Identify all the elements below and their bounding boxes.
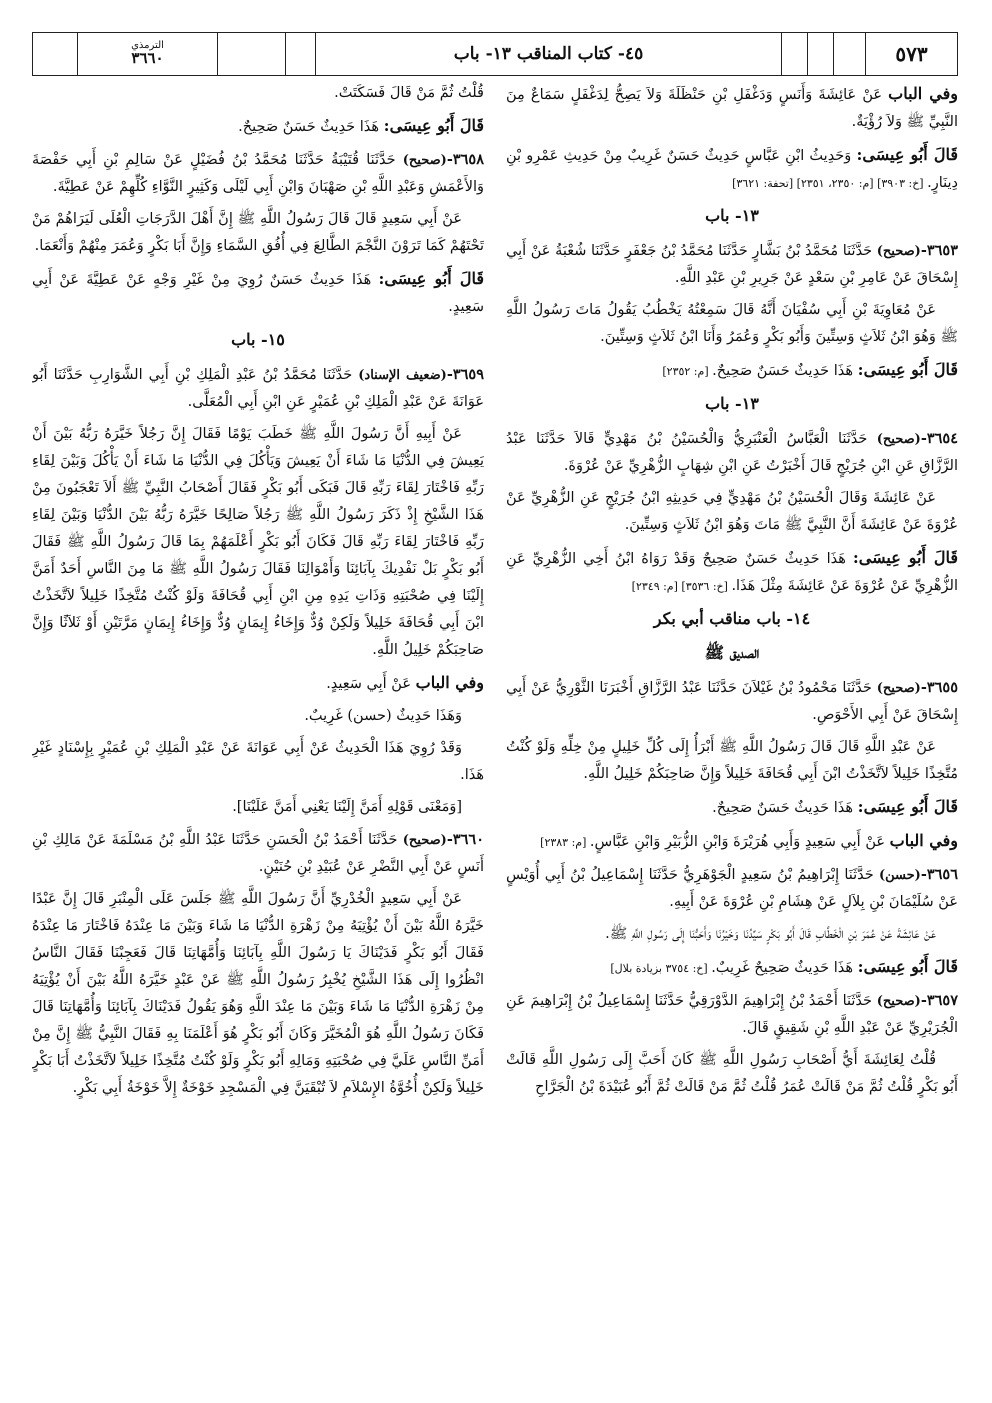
- lead-phrase: وفي الباب: [415, 673, 484, 692]
- text-paragraph: [506, 141, 958, 197]
- text-paragraph: [32, 669, 484, 698]
- hadith-number: ٣٦٥٧: [926, 992, 958, 1009]
- hadith-grade: (صحيح): [876, 244, 921, 259]
- text-paragraph: [506, 987, 958, 1042]
- hadith-grade: (صحيح): [402, 153, 447, 168]
- paragraph-text: عَنْ أَبِي سَعِيدٍ وَأَبِي هُرَيْرَةَ وَابْنِ الزُّبَيْرِ وَابْنِ عَبَّاسٍ.: [589, 834, 890, 850]
- text-paragraph: [506, 297, 958, 351]
- hadith-number: ٣٦٥٤: [926, 430, 958, 447]
- text-paragraph: [506, 237, 958, 292]
- text-paragraph: [506, 827, 958, 856]
- paragraph-text: هَذَا حَدِيثٌ حَسَنٌ رُوِيَ مِنْ غَيْرِ وَجْهٍ عَنْ عَطِيَّةَ عَنْ أَبِي سَعِيدٍ.: [32, 272, 484, 315]
- text-paragraph: [32, 146, 484, 201]
- paragraph-text: وَهَذَا حَدِيثٌ (حسن) غَرِيبٌ.: [304, 708, 462, 724]
- hadith-dash: -: [920, 430, 927, 447]
- hadith-dash: -: [920, 866, 927, 883]
- paragraph-text: حَدَّثَنَا أَحْمَدُ بْنُ الْحَسَنِ حَدَّثَنَا عَبْدُ اللَّهِ بْنُ مَسْلَمَةَ عَنْ مَالِكِ بْنِ أَنَسٍ عَنْ أَبِي النَّضْرِ عَنْ عُبَيْدِ بْنِ حُنَيْنٍ.: [32, 832, 484, 875]
- text-paragraph: [506, 485, 958, 539]
- text-paragraph: [506, 734, 958, 788]
- lead-phrase: قَالَ أَبُو عِيسَى:: [856, 145, 958, 164]
- paragraph-text: عَنْ عَائِشَةَ وَأَنَسٍ وَدَغْفَلِ بْنِ حَنْظَلَةَ وَلاَ يَصِحُّ لِدَغْفَلٍ سَمَاعٌ مِنَ النَّبِيِّ ﷺ وَلاَ رُؤْيَةٌ.: [506, 87, 958, 130]
- text-paragraph: [506, 1047, 958, 1101]
- section-heading: ١٣- باب: [705, 394, 759, 413]
- header-cell: [807, 33, 833, 75]
- hadith-number: ٣٦٥٥: [926, 679, 958, 696]
- text-paragraph: [32, 421, 484, 664]
- paragraph-text: حَدَّثَنَا مَحْمُودُ بْنُ غَيْلاَنَ حَدَّثَنَا عَبْدُ الرَّزَّاقِ أَخْبَرَنَا الثَّوْرِيُّ عَنْ أَبِي إِسْحَاقَ عَنْ أَبِي الأَحْوَصِ.: [506, 680, 958, 723]
- right-column: [506, 80, 958, 1370]
- lead-phrase: وفي الباب: [889, 831, 958, 850]
- section-subheading: الصديق ﷺ: [704, 643, 760, 662]
- header-cell: [285, 33, 315, 75]
- hadith-grade: (ضعيف الإسناد): [358, 368, 447, 383]
- paragraph-text: عَنْ أَبِي سَعِيدٍ الْخُدْرِيِّ أَنَّ رَسُولَ اللَّهِ ﷺ جَلَسَ عَلَى الْمِنْبَرِ قَالَ إِنَّ عَبْدًا خَيَّرَهُ اللَّهُ بَيْنَ أَنْ يُؤْتِيَهُ مِنْ زَهْرَةِ الدُّنْيَا مَا شَاءَ وَبَيْنَ مَا عِنْدَهُ فَاخْتَارَ مَا عِنْدَهُ فَقَالَ أَبُو بَكْرٍ فَدَيْنَاكَ يَا رَسُولَ اللَّهِ بِآبَائِنَا وَأُمَّهَاتِنَا قَالَ فَعَجِبْنَا فَقَالَ النَّاسُ انْظُرُوا إِلَى هَذَا الشَّيْخِ يُخْبِرُ رَسُولُ اللَّهِ ﷺ عَنْ عَبْدٍ خَيَّرَهُ اللَّهُ بَيْنَ أَنْ يُؤْتِيَهُ مِنْ زَهْرَةِ الدُّنْيَا مَا شَاءَ وَبَيْنَ مَا عِنْدَ اللَّهِ وَهُوَ يَقُولُ فَدَيْنَاكَ بِآبَائِنَا وَأُمَّهَاتِنَا قَالَ فَكَانَ رَسُولُ اللَّهِ هُوَ الْمُخَيَّرَ وَكَانَ أَبُو بَكْرٍ هُوَ أَعْلَمَنَا بِهِ فَقَالَ النَّبِيُّ ﷺ إِنَّ مِنْ أَمَنِّ النَّاسِ عَلَيَّ فِي صُحْبَتِهِ وَمَالِهِ أَبُو بَكْرٍ وَلَوْ كُنْتُ مُتَّخِذًا خَلِيلاً لاَتَّخَذْتُ أَبَا بَكْرٍ خَلِيلاً وَلَكِنْ أُخُوَّةُ الإِسْلاَمِ لاَ تُبْقَيَنَّ فِي الْمَسْجِدِ خَوْخَةٌ إِلاَّ خَوْخَةُ أَبِي بَكْرٍ.: [32, 891, 484, 1096]
- lead-phrase: قَالَ أَبُو عِيسَى:: [852, 548, 958, 567]
- paragraph-text: عَنْ أَبِيهِ أَنَّ رَسُولَ اللَّهِ ﷺ خَطَبَ يَوْمًا فَقَالَ إِنَّ رَجُلاً خَيَّرَهُ رَبُّهُ بَيْنَ أَنْ يَعِيشَ فِي الدُّنْيَا مَا شَاءَ أَنْ يَعِيشَ وَيَأْكُلَ فِي الدُّنْيَا مَا شَاءَ أَنْ يَأْكُلَ وَبَيْنَ لِقَاءِ رَبِّهِ فَاخْتَارَ لِقَاءَ رَبِّهِ قَالَ فَبَكَى أَبُو بَكْرٍ فَقَالَ أَصْحَابُ النَّبِيِّ ﷺ أَلاَ تَعْجَبُونَ مِنْ هَذَا الشَّيْخِ إِذْ ذَكَرَ رَسُولُ اللَّهِ ﷺ رَجُلاً صَالِحًا خَيَّرَهُ رَبُّهُ بَيْنَ الدُّنْيَا وَبَيْنَ لِقَاءِ رَبِّهِ فَاخْتَارَ لِقَاءَ رَبِّهِ قَالَ فَكَانَ أَبُو بَكْرٍ أَعْلَمَهُمْ بِمَا قَالَ رَسُولُ اللَّهِ ﷺ فَقَالَ أَبُو بَكْرٍ بَلْ نَفْدِيكَ بِآبَائِنَا وَأَمْوَالِنَا فَقَالَ رَسُولُ اللَّهِ ﷺ مَا مِنَ النَّاسِ أَحَدٌ أَمَنَّ إِلَيْنَا فِي صُحْبَتِهِ وَذَاتِ يَدِهِ مِنِ ابْنِ أَبِي قُحَافَةَ وَلَوْ كُنْتُ مُتَّخِذًا خَلِيلاً لاَتَّخَذْتُ ابْنَ أَبِي قُحَافَةَ خَلِيلاً وَلَكِنْ وُدٌّ وَإِخَاءُ إِيمَانٍ وُدٌّ وَإِخَاءُ إِيمَانٍ مَرَّتَيْنِ أَوْ ثَلاَثًا وَإِنَّ صَاحِبَكُمْ خَلِيلُ اللَّهِ.: [32, 426, 484, 658]
- text-paragraph: [506, 356, 958, 385]
- text-paragraph: [506, 80, 958, 136]
- paragraph-text: حَدَّثَنَا إِبْرَاهِيمُ بْنُ سَعِيدٍ الْجَوْهَرِيُّ حَدَّثَنَا إِسْمَاعِيلُ بْنُ أَبِي أُوَيْسٍ عَنْ سُلَيْمَانَ بْنِ بِلاَلٍ عَنْ هِشَامِ بْنِ عُرْوَةَ عَنْ أَبِيهِ.: [506, 867, 958, 910]
- paragraph-text: حَدَّثَنَا أَحْمَدُ بْنُ إِبْرَاهِيمَ الدَّوْرَقِيُّ حَدَّثَنَا إِسْمَاعِيلُ بْنُ إِبْرَاهِيمَ عَنِ الْجُرَيْرِيِّ عَنْ عَبْدِ اللَّهِ بْنِ شَقِيقٍ قَالَ.: [506, 993, 958, 1036]
- source-reference: [خ: ٣٧٥٤ بزيادة بلال]: [610, 962, 712, 975]
- paragraph-text: هَذَا حَدِيثٌ حَسَنٌ صَحِيحٌ.: [238, 119, 384, 135]
- paragraph-text: عَنْ مُعَاوِيَةَ بْنِ أَبِي سُفْيَانَ أَنَّهُ قَالَ سَمِعْتُهُ يَخْطُبُ يَقُولُ مَاتَ رَسُولُ اللَّهِ ﷺ وَهُوَ ابْنُ ثَلاَثٍ وَسِتِّينَ وَأَبُو بَكْرٍ وَعُمَرُ وَأَنَا ابْنُ ثَلاَثٍ وَسِتِّينَ.: [506, 302, 958, 345]
- paragraph-text: حَدَّثَنَا مُحَمَّدُ بْنُ عَبْدِ الْمَلِكِ بْنِ أَبِي الشَّوَارِبِ حَدَّثَنَا أَبُو عَوَانَةَ عَنْ عَبْدِ الْمَلِكِ بْنِ عُمَيْرٍ عَنِ ابْنِ أَبِي الْمُعَلَّى.: [32, 367, 484, 410]
- paragraph-text: عَنْ عَبْدِ اللَّهِ قَالَ قَالَ رَسُولُ اللَّهِ ﷺ أَبْرَأُ إِلَى كُلِّ خَلِيلٍ مِنْ خِلِّهِ وَلَوْ كُنْتُ مُتَّخِذًا خَلِيلاً لاَتَّخَذْتُ ابْنَ أَبِي قُحَافَةَ خَلِيلاً وَإِنَّ صَاحِبَكُمْ خَلِيلُ اللَّهِ.: [506, 739, 958, 782]
- hadith-dash: -: [446, 366, 453, 383]
- text-paragraph: [32, 206, 484, 260]
- lead-phrase: قَالَ أَبُو عِيسَى:: [857, 797, 958, 816]
- text-paragraph: [32, 112, 484, 141]
- text-paragraph: [506, 861, 958, 916]
- paragraph-text: عَنْ عَائِشَةَ عَنْ عُمَرَ بْنِ الْخَطَّابِ قَالَ أَبُو بَكْرٍ سَيِّدُنَا وَخَيْرُنَا وَأَحَبُّنَا إِلَى رَسُولِ اللَّهِ ﷺ.: [605, 926, 936, 942]
- paragraph-text: وَحَدِيثُ ابْنِ عَبَّاسٍ حَدِيثٌ حَسَنٌ غَرِيبٌ مِنْ حَدِيثِ عَمْرِو بْنِ دِينَارٍ.: [506, 148, 958, 191]
- header-cell: [833, 33, 865, 75]
- source-reference: [م: ٢٣٥٢]: [662, 365, 713, 378]
- paragraph-text: حَدَّثَنَا مُحَمَّدُ بْنُ بَشَّارٍ حَدَّثَنَا مُحَمَّدُ بْنُ جَعْفَرٍ حَدَّثَنَا شُعْبَةُ عَنْ أَبِي إِسْحَاقَ عَنْ عَامِرِ بْنِ سَعْدٍ عَنْ جَرِيرِ بْنِ عَبْدِ اللَّهِ.: [506, 243, 958, 286]
- paragraph-text: قُلْتُ ثُمَّ مَنْ قَالَ فَسَكَتَتْ.: [334, 85, 484, 101]
- text-paragraph: [32, 80, 484, 107]
- paragraph-text: وَقَدْ رُوِيَ هَذَا الْحَدِيثُ عَنْ أَبِي عَوَانَةَ عَنْ عَبْدِ الْمَلِكِ بْنِ عُمَيْرٍ بِإِسْنَادٍ غَيْرِ هَذَا.: [32, 740, 484, 783]
- paragraph-text: هَذَا حَدِيثٌ حَسَنٌ صَحِيحٌ.: [712, 800, 858, 816]
- section-heading: ١٤- باب مناقب أبي بكر: [653, 609, 811, 628]
- hadith-dash: -: [920, 242, 927, 259]
- hadith-number: ٣٦٥٦: [926, 866, 958, 883]
- hadith-number: ٣٦٥٣: [926, 242, 958, 259]
- text-paragraph: [32, 794, 484, 821]
- book-page: [32, 32, 958, 1382]
- text-paragraph: [32, 361, 484, 416]
- hadith-dash: -: [446, 831, 453, 848]
- hadith-number: ٣٦٥٨: [452, 151, 484, 168]
- paragraph-text: [وَمَعْنَى قَوْلِهِ أَمَنَّ إِلَيْنَا يَعْنِي أَمَنَّ عَلَيْنَا].: [232, 799, 462, 815]
- text-paragraph: [506, 674, 958, 729]
- text-paragraph: [32, 265, 484, 321]
- page-number: ٥٧٣: [865, 33, 957, 75]
- paragraph-text: قُلْتُ لِعَائِشَةَ أَيُّ أَصْحَابِ رَسُولِ اللَّهِ ﷺ كَانَ أَحَبَّ إِلَى رَسُولِ اللَّهِ قَالَتْ أَبُو بَكْرٍ قُلْتُ ثُمَّ مَنْ قَالَتْ عُمَرُ قُلْتُ ثُمَّ مَنْ قَالَتْ ثُمَّ أَبُو عُبَيْدَةَ بْنُ الْجَرَّاحِ: [506, 1052, 958, 1095]
- hadith-grade: (صحيح): [876, 994, 921, 1009]
- text-paragraph: [506, 425, 958, 480]
- text-paragraph: [32, 703, 484, 730]
- hadith-number: ٣٦٥٩: [452, 366, 484, 383]
- text-paragraph: [506, 544, 958, 600]
- left-column: [32, 80, 484, 1370]
- header-cell: [781, 33, 807, 75]
- running-title: ٤٥- كتاب المناقب ١٣- باب: [315, 33, 781, 75]
- text-paragraph: [32, 886, 484, 1102]
- lead-phrase: قَالَ أَبُو عِيسَى:: [378, 269, 484, 288]
- paragraph-text: هَذَا حَدِيثٌ صَحِيحٌ غَرِيبٌ.: [711, 960, 858, 976]
- text-paragraph: [506, 793, 958, 822]
- paragraph-text: هَذَا حَدِيثٌ حَسَنٌ صَحِيحٌ وَقَدْ رَوَاهُ ابْنُ أَخِي الزُّهْرِيِّ عَنِ الزُّهْرِيِّ عَنْ عُرْوَةَ عَنْ عَائِشَةَ مِثْلَ هَذَا.: [506, 551, 958, 594]
- hadith-grade: (صحيح): [402, 833, 447, 848]
- source-reference: [خ: ٣٩٠٣] [م: ٢٣٥٠، ٢٣٥١] [تحفة: ٣٦٢١]: [732, 177, 928, 190]
- hadith-grade: (حسن): [878, 868, 921, 883]
- paragraph-text: عَنْ أَبِي سَعِيدٍ.: [326, 676, 416, 692]
- source-reference: [م: ٢٣٨٣]: [540, 836, 590, 849]
- section-heading: ١٣- باب: [705, 206, 759, 225]
- hadith-grade: (صحيح): [876, 432, 921, 447]
- paragraph-text: هَذَا حَدِيثٌ حَسَنٌ صَحِيحٌ.: [712, 363, 858, 379]
- lead-phrase: قَالَ أَبُو عِيسَى:: [857, 360, 958, 379]
- ref-number: ٣٦٦٠: [131, 49, 164, 68]
- paragraph-text: حَدَّثَنَا الْعَبَّاسُ الْعَنْبَرِيُّ وَالْحُسَيْنُ بْنُ مَهْدِيٍّ قَالاَ حَدَّثَنَا عَبْدُ الرَّزَّاقِ عَنِ ابْنِ جُرَيْجٍ قَالَ أَخْبَرْتُ عَنِ ابْنِ شِهَابٍ الزُّهْرِيِّ عَنْ عُرْوَةَ.: [506, 431, 958, 474]
- text-paragraph: [506, 921, 958, 948]
- hadith-dash: -: [920, 679, 927, 696]
- hadith-dash: -: [920, 992, 927, 1009]
- hadith-dash: -: [446, 151, 453, 168]
- source-reference: [خ: ٣٥٣٦] [م: ٢٣٤٩]: [631, 580, 732, 593]
- header-cell: [217, 33, 285, 75]
- hadith-number: ٣٦٦٠: [452, 831, 484, 848]
- hadith-grade: (صحيح): [876, 681, 921, 696]
- paragraph-text: عَنْ عَائِشَةَ وَقَالَ الْحُسَيْنُ بْنُ مَهْدِيٍّ فِي حَدِيثِهِ ابْنُ جُرَيْجٍ عَنِ الزُّهْرِيِّ عَنْ عُرْوَةَ عَنْ عَائِشَةَ أَنَّ النَّبِيَّ ﷺ مَاتَ وَهُوَ ابْنُ ثَلاَثٍ وَسِتِّينَ.: [506, 490, 958, 533]
- section-heading: ١٥- باب: [231, 330, 285, 349]
- ref-label: الترمذي: [131, 39, 164, 51]
- lead-phrase: قَالَ أَبُو عِيسَى:: [383, 116, 484, 135]
- page-header: [32, 32, 958, 76]
- text-paragraph: [32, 826, 484, 881]
- lead-phrase: وفي الباب: [888, 84, 958, 103]
- paragraph-text: حَدَّثَنَا قُتَيْبَةُ حَدَّثَنَا مُحَمَّدُ بْنُ فُضَيْلٍ عَنْ سَالِمِ بْنِ أَبِي حَفْصَةَ وَالأَعْمَشِ وَعَبْدِ اللَّهِ بْنِ صَهْبَانَ وَابْنِ أَبِي لَيْلَى وَكَثِيرٍ النَّوَّاءِ كُلِّهِمْ عَنْ عَطِيَّةَ.: [32, 152, 484, 195]
- hadith-range-ref: [77, 33, 217, 75]
- text-paragraph: [506, 953, 958, 982]
- lead-phrase: قَالَ أَبُو عِيسَى:: [857, 957, 958, 976]
- text-paragraph: [32, 735, 484, 789]
- paragraph-text: عَنْ أَبِي سَعِيدٍ قَالَ قَالَ رَسُولُ اللَّهِ ﷺ إِنَّ أَهْلَ الدَّرَجَاتِ الْعُلَى لَيَرَاهُمْ مَنْ تَحْتَهُمْ كَمَا تَرَوْنَ النَّجْمَ الطَّالِعَ فِي أُفُقِ السَّمَاءِ وَإِنَّ أَبَا بَكْرٍ وَعُمَرَ مِنْهُمْ وَأَنْعَمَا.: [32, 211, 484, 254]
- header-cell: [33, 33, 77, 75]
